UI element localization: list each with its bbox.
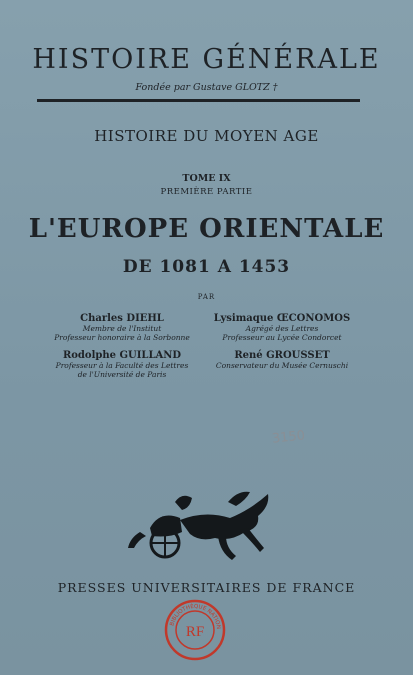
author-name: René GROUSSET	[234, 350, 330, 361]
author-desc: Conservateur du Musée Cernuschi	[215, 361, 349, 370]
publisher-name: PRESSES UNIVERSITAIRES DE FRANCE	[57, 580, 356, 595]
author-name: Rodolphe GUILLAND	[62, 350, 182, 361]
author-desc: Professeur à la Faculté des Lettres	[55, 361, 189, 370]
series-founder: Fondée par Gustave GLOTZ †	[135, 82, 278, 93]
title-rule	[37, 99, 360, 102]
svg-text:RF: RF	[185, 624, 205, 640]
handwritten-shelfmark: 3150	[271, 428, 306, 447]
author-grousset	[182, 350, 382, 370]
author-desc: Agrégé des Lettres	[245, 324, 319, 333]
library-stamp-icon	[163, 598, 227, 662]
author-desc: Membre de l'Institut	[82, 324, 162, 333]
part-label: PREMIÈRE PARTIE	[160, 187, 253, 197]
book-title: L'EUROPE ORIENTALE	[28, 214, 385, 244]
svg-text:BIBLIOTHÈQUE NATIONALE: BIBLIOTHÈQUE NATION	[169, 603, 222, 630]
author-name: Lysimaque ŒCONOMOS	[213, 313, 351, 324]
author-desc: Professeur au Lycée Condorcet	[222, 333, 342, 342]
by-label: PAR	[197, 293, 216, 301]
author-desc: Professeur honoraire à la Sorbonne	[54, 333, 190, 342]
chariot-logo-icon	[120, 480, 280, 570]
tome-number: TOME IX	[182, 173, 231, 184]
date-range: DE 1081 A 1453	[122, 257, 291, 277]
period-title: HISTOIRE DU MOYEN AGE	[94, 127, 319, 145]
author-oeconomos	[182, 313, 382, 342]
author-desc: de l'Université de Paris	[77, 370, 167, 379]
series-title: HISTOIRE GÉNÉRALE	[32, 44, 381, 75]
author-name: Charles DIEHL	[80, 313, 164, 324]
